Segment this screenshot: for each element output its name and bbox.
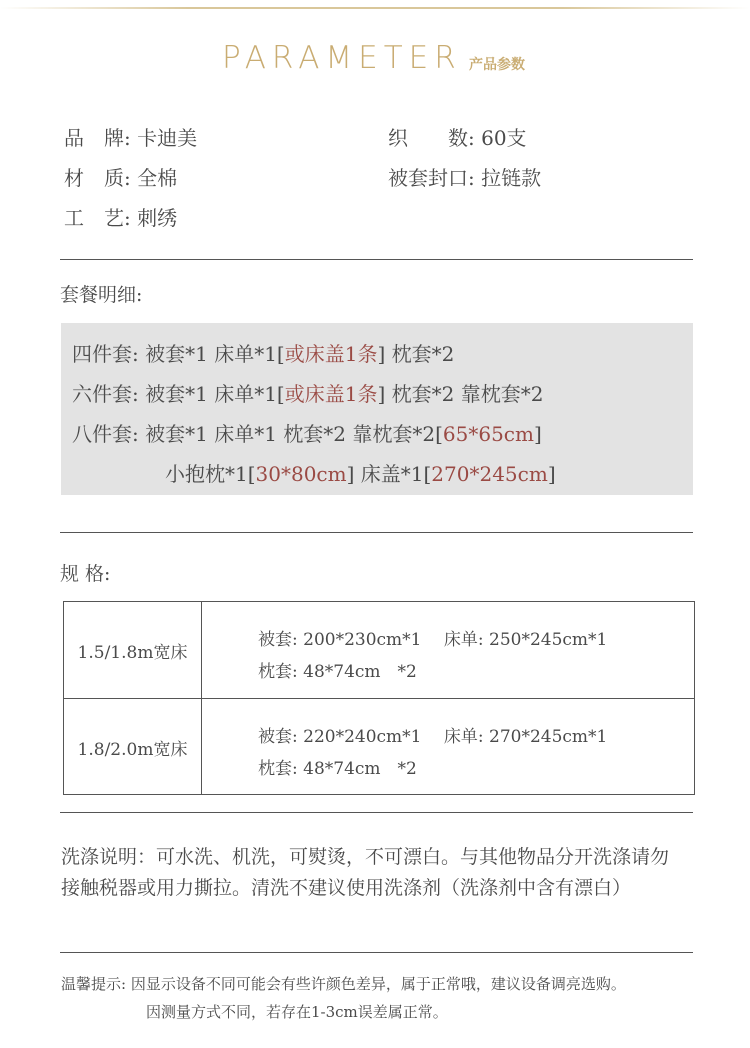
package-six-alt: 或床盖1条 (284, 382, 378, 406)
package-eight-piece (72, 418, 542, 447)
param-material-label: 材 质: (64, 166, 131, 190)
divider (60, 952, 693, 953)
specs-heading: 规 格: (60, 563, 111, 585)
spec-size-name: 1.8/2.0m宽床 (64, 699, 202, 795)
package-four-label: 四件套: (72, 342, 139, 366)
page-title: PARAMETER (222, 40, 462, 76)
package-eight-pillow-size: 30*80cm (255, 462, 347, 486)
param-material-value: 全棉 (137, 166, 178, 190)
top-gold-rule (0, 7, 750, 9)
package-six-label: 六件套: (72, 382, 139, 406)
param-count-value: 60支 (481, 126, 527, 150)
package-six-items-end: ] 枕套*2 靠枕套*2 (377, 382, 544, 406)
package-four-piece (72, 338, 454, 367)
package-eight-bracket-end: ] (547, 462, 556, 486)
package-six-piece (72, 378, 543, 407)
package-six-items: 被套*1 床单*1[ (145, 382, 285, 406)
param-closure-value: 拉链款 (481, 166, 542, 190)
package-eight-bedcover-size: 270*245cm (431, 462, 548, 486)
package-four-alt: 或床盖1条 (284, 342, 378, 366)
package-eight-pillow: 小抱枕*1[ (165, 462, 256, 486)
param-craft (64, 202, 177, 231)
spec-line: 被套: 220*240cm*1 床单: 270*245cm*1 (258, 727, 608, 747)
package-eight-cushion-size: 65*65cm (442, 422, 534, 446)
package-details-box (61, 323, 693, 495)
param-brand-value: 卡迪美 (137, 126, 198, 150)
param-closure (388, 162, 541, 191)
package-eight-bedcover: ] 床盖*1[ (346, 462, 432, 486)
spec-line: 枕套: 48*74cm *2 (258, 662, 417, 682)
tip-line-1: 温馨提示: 因显示设备不同可能会有些许颜色差异，属于正常哦，建议设备调亮选购。 (61, 975, 626, 993)
page-subtitle: 产品参数 (469, 57, 525, 73)
table-row (64, 698, 694, 795)
header (0, 40, 750, 80)
spec-size-name: 1.5/1.8m宽床 (64, 602, 202, 698)
param-craft-value: 刺绣 (137, 206, 178, 230)
package-eight-items: 被套*1 床单*1 枕套*2 靠枕套*2[ (145, 422, 443, 446)
table-row (64, 602, 694, 698)
package-eight-label: 八件套: (72, 422, 139, 446)
divider (60, 259, 693, 260)
param-count-label: 织 数: (388, 126, 475, 150)
param-thread-count (388, 122, 527, 151)
package-four-items-end: ] 枕套*2 (377, 342, 455, 366)
package-eight-piece-extra (165, 458, 556, 487)
package-eight-bracket: ] (533, 422, 542, 446)
spec-line: 枕套: 48*74cm *2 (258, 759, 417, 779)
param-craft-label: 工 艺: (64, 206, 131, 230)
spec-line: 被套: 200*230cm*1 床单: 250*245cm*1 (258, 630, 608, 650)
tip-line-2: 因测量方式不同，若存在1-3cm误差属正常。 (146, 1003, 448, 1021)
wash-instructions: 洗涤说明：可水洗、机洗，可熨烫，不可漂白。与其他物品分开洗涤请勿接触税器或用力撕拉。清洗不建议使用洗涤剂（洗涤剂中含有漂白） (61, 846, 670, 899)
package-four-items: 被套*1 床单*1[ (145, 342, 285, 366)
packages-heading: 套餐明细: (60, 284, 143, 306)
param-brand (64, 122, 197, 151)
divider (60, 812, 693, 813)
divider (60, 532, 693, 533)
param-material (64, 162, 177, 191)
param-closure-label: 被套封口: (388, 166, 475, 190)
spec-table (63, 601, 695, 795)
param-brand-label: 品 牌: (64, 126, 131, 150)
